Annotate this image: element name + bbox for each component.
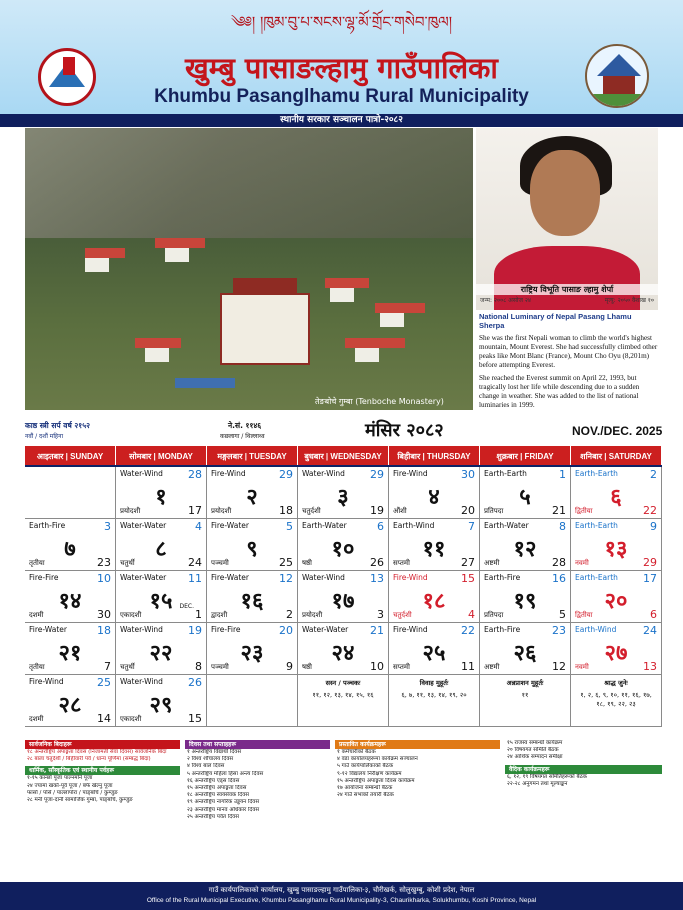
info-cell [480, 675, 571, 727]
note-item: २८ मनी पूजा-दानी सामाजिक गुम्बा, पाङ्बोचे, कुम्जुङ [27, 797, 133, 804]
note-item: १९ अन्तर्राष्ट्रिय नागरिक उड्डयन दिवस [187, 799, 260, 806]
day-cell[interactable] [480, 519, 571, 571]
holidays-title: सार्वजनिक बिदाहरू [25, 740, 180, 749]
notes-section [25, 740, 662, 882]
note-item: २४ ज्यामा खर्का-पूर्व पूजा / बर्फ खेल्नु पूजा [27, 782, 113, 789]
nepali-date: २२ [149, 640, 173, 666]
tibetan-date: 8 [559, 520, 566, 533]
info-values: ११, १२, १३, १४, १५, १६ [312, 691, 374, 699]
tithi: चतुर्दशी [393, 611, 412, 619]
tithi: द्वादशी [211, 611, 228, 619]
english-date: 1 [195, 608, 202, 621]
week-row [25, 467, 662, 519]
day-cell[interactable] [389, 623, 480, 675]
english-date: 25 [279, 556, 293, 569]
day-cell[interactable] [480, 467, 571, 519]
tibetan-element: Fire-Wind [393, 625, 428, 634]
english-date: 2 [286, 608, 293, 621]
portrait-died: मृत्यु: २०५० वैशाख १० [604, 297, 654, 304]
nepali-date: ५ [519, 484, 531, 510]
tibetan-date: 24 [643, 624, 657, 637]
english-date: 15 [188, 712, 202, 725]
note-item: ४ वडा कार्यालयहरूमा कार्यक्रम सञ्चालन [337, 756, 418, 763]
tithi: पञ्चमी [211, 663, 229, 671]
tibetan-date: 7 [468, 520, 475, 533]
day-cell[interactable] [298, 623, 389, 675]
day-cell[interactable] [571, 571, 662, 623]
day-cell[interactable] [116, 519, 207, 571]
note-item: १ अन्तर्राष्ट्रिय विद्यार्थी दिवस [187, 749, 242, 755]
tibetan-element: Earth-Fire [484, 625, 521, 634]
day-cell[interactable] [389, 519, 480, 571]
footer-address-nepali: गाउँ कार्यपालिकाको कार्यालय, खुम्बु पासाङल्हामु गाउँपालिका-३, चौरीखर्क, सोलुखुम्बु, कोशी प्रदेश, नेपाल [208, 886, 475, 894]
photo-caption: तेङबोचे गुम्बा (Tenboche Monastery) [315, 397, 444, 406]
tithi: तृतीया [29, 663, 45, 671]
nepali-date: १२ [513, 536, 537, 562]
title-nepali: खुम्बु पासाङल्हामु गाउँपालिका [185, 51, 498, 85]
english-date: 12 [552, 660, 566, 673]
note-item: १५ अन्तर्राष्ट्रिय अपाङ्गता दिवस [187, 785, 247, 792]
notes-column-holidays [25, 740, 180, 882]
programs-title: प्रस्तावित कार्यक्रमहरू [335, 740, 500, 749]
tithi: चतुर्दशी [302, 507, 321, 515]
nepali-date: २६ [513, 640, 537, 666]
english-date: 21 [552, 504, 566, 517]
tibetan-element: Fire-Wind [29, 677, 64, 686]
weekday-5: शुक्रबार | FRIDAY [480, 446, 571, 465]
nepali-date: २८ [58, 692, 82, 718]
info-cell [389, 675, 480, 727]
tithi: चतुर्थी [120, 559, 135, 567]
portrait-caption: राष्ट्रिय विभूति पासाङ ल्हामु शेर्पा [476, 284, 658, 295]
notes-column-programs [335, 740, 500, 882]
nepali-date: १ [155, 484, 167, 510]
day-cell[interactable] [25, 571, 116, 623]
english-date: 13 [643, 660, 657, 673]
info-heading: सस्न / पञ्चकः [325, 679, 361, 687]
tithi: षष्ठी [302, 559, 312, 567]
nepali-date: ४ [428, 484, 440, 510]
note-item: ५ अन्तर्राष्ट्रिय महिला हिंसा अन्त्य दिवस [187, 770, 264, 777]
notes-column-days [185, 740, 330, 882]
note-item: २५ अन्तर्राष्ट्रिय पर्वत दिवस [187, 813, 239, 820]
tibetan-element: Fire-Water [211, 521, 249, 530]
nepali-date: २१ [58, 640, 82, 666]
day-cell[interactable] [389, 571, 480, 623]
note-item: २० विषयगत समिति बैठक [507, 747, 559, 754]
note-item: १-१५ कान्छो पूजा पाल्नमोने पूजा [27, 775, 93, 782]
tibetan-date: 13 [370, 572, 384, 585]
tithi: एकादशी [120, 611, 142, 619]
nepali-date: २० [604, 588, 628, 614]
title-english: Khumbu Pasanglhamu Rural Municipality [154, 86, 529, 107]
tibetan-date: 18 [97, 624, 111, 637]
tibetan-element: Fire-Wind [393, 573, 428, 582]
tibetan-date: 19 [188, 624, 202, 637]
tithi: अष्टमी [484, 663, 500, 671]
vedic-title: वैदिक कार्यक्रमहरू [505, 765, 662, 774]
english-date: 9 [286, 660, 293, 673]
tibetan-date: 2 [650, 468, 657, 481]
note-item: २ विश्व शौचालय दिवस [187, 756, 234, 763]
tibetan-date: 11 [188, 572, 202, 585]
weekday-4: बिहीबार | THURSDAY [389, 446, 480, 465]
tibetan-element: Water-Water [302, 625, 349, 634]
day-cell[interactable] [571, 467, 662, 519]
day-cell[interactable] [298, 519, 389, 571]
note-item: १५ अन्तर्राष्ट्रिय अपाङ्गता दिवस कार्यक्रम [337, 777, 415, 784]
nepali-date: १८ [422, 588, 446, 614]
tibetan-date: 12 [279, 572, 293, 585]
tibetan-date: 16 [552, 572, 566, 585]
english-date: 11 [461, 660, 475, 673]
tibetan-element: Water-Wind [302, 469, 345, 478]
note-item: १६ अन्तर्राष्ट्रिय एड्स दिवस [187, 777, 240, 784]
weekday-0: आइतबार | SUNDAY [25, 446, 116, 465]
nepal-sambat: ने.सं. ११४६ [228, 421, 262, 430]
english-date: 4 [468, 608, 475, 621]
english-date: 17 [188, 504, 202, 517]
tibetan-date: 1 [559, 468, 566, 481]
monastery-photo [25, 128, 473, 410]
tibetan-date: 9 [650, 520, 657, 533]
day-cell[interactable] [116, 675, 207, 727]
info-values: ६, ७, ११, १३, १४, १९, २० [401, 691, 467, 699]
english-date: 6 [650, 608, 657, 621]
tithi: षष्ठी [302, 663, 312, 671]
nepali-date: १५ [149, 588, 173, 614]
month-marker: DEC. [179, 603, 194, 610]
note-item: १५ राजस्व सम्बन्धी कार्यक्रम [507, 740, 563, 746]
english-date: 14 [97, 712, 111, 725]
tibetan-element: Earth-Earth [575, 573, 618, 582]
portrait-photo [476, 128, 658, 310]
subtitle-bar: स्थानीय सरकार सञ्चालन पात्रो-२०८२ [0, 114, 683, 127]
note-item: १८ अन्तर्राष्ट्रिय अपाङ्गता दिवस (निजामती सेवा दिवस) सार्वजनिक बिदा [27, 749, 167, 755]
english-date: 28 [552, 556, 566, 569]
info-cell [298, 675, 389, 727]
english-date: 7 [104, 660, 111, 673]
english-date: 23 [97, 556, 111, 569]
tibetan-date: 3 [104, 520, 111, 533]
note-item: ६, १२, १९ विषयगत समितिहरूको बैठक [507, 773, 588, 780]
tibetan-date: 29 [279, 468, 293, 481]
english-date: 24 [188, 556, 202, 569]
nepali-date: २३ [240, 640, 264, 666]
municipality-logo [585, 44, 649, 108]
calendar-grid [25, 446, 662, 727]
tibetan-element: Water-Water [120, 573, 167, 582]
tithi: पञ्चमी [211, 559, 229, 567]
footer-address-english: Office of the Rural Municipal Executive, Khumbu Pasanglhamu Rural Municipality-3, Chaurikharka, Solukhumbu, Koshi Province, Nepal [146, 897, 537, 904]
tibetan-element: Water-Water [120, 521, 167, 530]
tithi: अष्टमी [484, 559, 500, 567]
tibetan-date: 15 [461, 572, 475, 585]
note-item: २३ अन्तर्राष्ट्रिय मानव अधिकार दिवस [187, 806, 260, 813]
tibetan-element: Earth-Water [302, 521, 347, 530]
weekday-3: बुधबार | WEDNESDAY [298, 446, 389, 465]
english-date: 27 [461, 556, 475, 569]
note-item: २८ बाला चतुर्दशी / बिहीवारी पर्व / धान्य पूर्णिमा (सम्बद्ध बिदा) [27, 756, 151, 763]
note-item: २२-२८ अनुगमन तथा मूल्याङ्कन [507, 780, 568, 787]
note-item: १७ आयोजना सम्बन्धी बैठक [337, 785, 393, 792]
tithi: सप्तमी [393, 559, 410, 567]
tithi: प्रयोदशी [211, 507, 232, 515]
day-cell[interactable] [480, 571, 571, 623]
english-date: 30 [97, 608, 111, 621]
tibetan-element: Earth-Wind [575, 625, 617, 634]
tibetan-date: 5 [286, 520, 293, 533]
tibetan-element: Fire-Water [29, 625, 67, 634]
day-cell[interactable] [298, 467, 389, 519]
bio-paragraph-2: She reached the Everest summit on April 22, 1993, but tragically lost her life while descending due to a sudden change in weather. She was added to the list of national luminaries in 1999. [479, 374, 640, 409]
info-heading: श्राद्ध जुनेः [604, 679, 628, 687]
tibetan-element: Fire-Wind [211, 469, 246, 478]
nepali-date: १७ [331, 588, 355, 614]
tibetan-date: 23 [552, 624, 566, 637]
tithi: एकादशी [120, 715, 142, 723]
tithi: तृतीया [29, 559, 45, 567]
day-cell[interactable] [480, 623, 571, 675]
tibetan-date: 25 [97, 676, 111, 689]
nepali-date: २ [246, 484, 258, 510]
tithi: नवमी [575, 663, 589, 671]
tibetan-element: Water-Wind [302, 573, 345, 582]
weekday-6: शनिबार | SATURDAY [571, 446, 662, 465]
tibetan-element: Water-Wind [120, 469, 163, 478]
english-date: 22 [643, 504, 657, 517]
info-values: १, २, ६, ९, १०, ११, १६, १७, १८, १९, २२, २३ [580, 691, 652, 708]
nepali-date: ३ [337, 484, 349, 510]
day-cell[interactable] [298, 571, 389, 623]
info-cell [207, 675, 298, 727]
nepali-date: १९ [513, 588, 537, 614]
english-date: 3 [377, 608, 384, 621]
tibetan-date: 22 [461, 624, 475, 637]
note-item: ४ विश्व बाल दिवस [187, 763, 225, 770]
nepali-date: ११ [422, 536, 446, 562]
tibetan-element: Earth-Earth [575, 469, 618, 478]
tibetan-date: 4 [195, 520, 202, 533]
nepali-date: २७ [604, 640, 628, 666]
day-cell[interactable] [116, 623, 207, 675]
english-date: 26 [370, 556, 384, 569]
tithi: प्रयोदशी [120, 507, 141, 515]
tibetan-date: 6 [377, 520, 384, 533]
english-date: 19 [370, 504, 384, 517]
info-heading: अन्नप्राशन मुहूर्तः [506, 679, 544, 687]
english-date: 20 [461, 504, 475, 517]
tithi: द्वितीया [575, 611, 593, 619]
tibetan-date: 17 [643, 572, 657, 585]
tibetan-date: 10 [97, 572, 111, 585]
nepali-date: ८ [155, 536, 167, 562]
tibetan-element: Fire-Fire [29, 573, 59, 582]
tibetan-date: 29 [370, 468, 384, 481]
festivals-title: धार्मिक, साँस्कृतिक एवं स्थानीय पर्वहरू [25, 766, 180, 775]
info-heading: विवाह मुहूर्तः [419, 679, 449, 687]
note-item: १ कर्मचारीको बैठक [337, 749, 376, 755]
nepali-date: ७ [64, 536, 76, 562]
tithi: प्रयोदशी [302, 611, 323, 619]
tibetan-date: 21 [370, 624, 384, 637]
bio-paragraph-1: She was the first Nepali woman to climb the world's highest mountain, Mount Everest. She had successfully climbed other peaks like Mont Blanc (France), Mount Cho Oyu (8,201m) before attempting Everest. [479, 334, 658, 369]
tithi: दशमी [29, 715, 44, 723]
tibetan-element: Water-Wind [120, 677, 163, 686]
english-date: 5 [559, 608, 566, 621]
notes-column-other [505, 740, 662, 882]
day-cell[interactable] [207, 467, 298, 519]
day-cell[interactable] [207, 623, 298, 675]
english-date: 8 [195, 660, 202, 673]
day-cell[interactable] [116, 467, 207, 519]
note-item: ९-१२ विद्यालय निरीक्षण कार्यक्रम [337, 770, 402, 777]
month-title-english: NOV./DEC. 2025 [572, 424, 663, 438]
tibetan-date: 20 [279, 624, 293, 637]
day-cell[interactable] [116, 571, 207, 623]
day-cell[interactable] [25, 675, 116, 727]
note-item: १८ अन्तर्राष्ट्रिय स्वयंसेवक दिवस [187, 792, 250, 799]
tibetan-element: Earth-Earth [484, 469, 527, 478]
header [0, 0, 683, 114]
info-cell [571, 675, 662, 727]
english-date: 29 [643, 556, 657, 569]
tibetan-title: ༄༅། །ཁུམ་བུ་པ་སངས་ལྷ་མོ་གྲོང་གསེབ་ཁུལ། [230, 13, 453, 31]
nepali-date: १३ [604, 536, 628, 562]
tibetan-date: 30 [461, 468, 475, 481]
nepali-date: २९ [149, 692, 173, 718]
day-cell[interactable] [25, 519, 116, 571]
tithi: सप्तमी [393, 663, 410, 671]
nepali-date: २५ [422, 640, 446, 666]
tithi: दशमी [29, 611, 44, 619]
day-cell[interactable] [207, 519, 298, 571]
tithi: चतुर्थी [120, 663, 135, 671]
tibetan-element: Earth-Earth [575, 521, 618, 530]
tithi: प्रतिपदा [484, 507, 504, 515]
tibetan-element: Earth-Fire [29, 521, 66, 530]
nepal-sambat-month: कछलागा / थिल्लाथ्व [220, 433, 265, 440]
tibetan-date: 28 [188, 468, 202, 481]
nepali-date: १४ [58, 588, 82, 614]
day-cell[interactable] [207, 571, 298, 623]
nepali-date: १० [331, 536, 355, 562]
tibetan-element: Water-Wind [120, 625, 163, 634]
tibetan-element: Fire-Fire [211, 625, 241, 634]
weekday-1: सोमबार | MONDAY [116, 446, 207, 465]
english-date: 10 [370, 660, 384, 673]
note-item: २४ गाउँ सभाको तयारी बैठक [337, 792, 394, 799]
day-cell[interactable] [571, 623, 662, 675]
tithi: नवमी [575, 559, 589, 567]
tibetan-month: नवौं / दशौं महिना [25, 433, 63, 440]
days-title: दिवस तथा सप्ताहहरू [185, 740, 330, 749]
info-values: ११ [521, 691, 529, 699]
tibetan-element: Earth-Fire [484, 573, 521, 582]
day-cell[interactable] [389, 467, 480, 519]
bio-section [479, 312, 659, 410]
nepali-date: ६ [610, 484, 622, 510]
note-item: ५ गाउँ कार्यपालिकाको बैठक [337, 763, 394, 770]
nepali-date: २४ [331, 640, 355, 666]
week-row [25, 571, 662, 623]
day-cell[interactable] [571, 519, 662, 571]
tithi: प्रतिपदा [484, 611, 504, 619]
tithi: औंशी [393, 507, 407, 515]
month-title-nepali: मंसिर २०८२ [365, 420, 444, 441]
nepali-date: ९ [246, 536, 258, 562]
english-date: 18 [279, 504, 293, 517]
tibetan-element: Earth-Water [484, 521, 529, 530]
tibetan-element: Earth-Wind [393, 521, 435, 530]
week-row [25, 519, 662, 571]
weekday-header [25, 446, 662, 467]
tibetan-date: 26 [188, 676, 202, 689]
bio-title: National Luminary of Nepal Pasang Lhamu Sherpa [479, 312, 632, 330]
day-cell[interactable] [25, 623, 116, 675]
tibetan-element: Fire-Wind [393, 469, 428, 478]
portrait-born: जन्म: २००८ असोज २४ [480, 297, 532, 304]
empty-day-cell [25, 467, 116, 519]
tithi: द्वितीया [575, 507, 593, 515]
tibetan-year: काष्ठ स्त्री सर्प वर्ष २१५२ [25, 421, 90, 430]
note-item: फार्सा / पोर्से / पाल्लापोरा / पाङ्बोचे / कुम्जुङ [27, 789, 118, 796]
note-item: २४ आर्थिक सम्पादन समीक्षा [507, 754, 563, 761]
tibetan-element: Fire-Water [211, 573, 249, 582]
nepali-date: १६ [240, 588, 264, 614]
weekday-2: मङ्गलबार | TUESDAY [207, 446, 298, 465]
week-row [25, 623, 662, 675]
footer [0, 882, 683, 910]
week-row [25, 675, 662, 727]
